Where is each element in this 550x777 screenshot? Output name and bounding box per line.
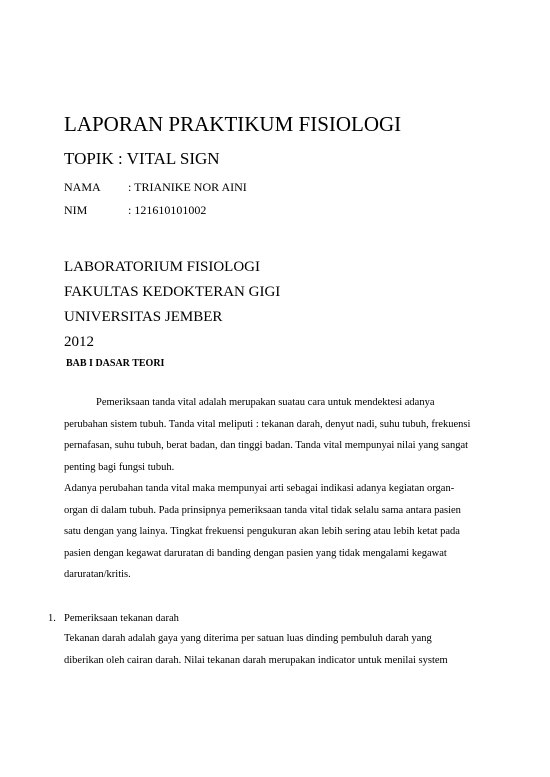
paragraph-line: daruratan/kritis. bbox=[64, 569, 131, 580]
report-topic: TOPIK : VITAL SIGN bbox=[64, 149, 220, 168]
nim-label: NIM bbox=[64, 203, 88, 217]
paragraph-line: Tekanan darah adalah gaya yang diterima per satuan luas dinding pembuluh darah yang bbox=[64, 633, 432, 644]
chapter-heading: BAB I DASAR TEORI bbox=[66, 358, 165, 369]
paragraph-line: Pemeriksaan tanda vital adalah merupakan suatau cara untuk mendektesi adanya bbox=[96, 397, 435, 408]
paragraph-line: organ di dalam tubuh. Pada prinsipnya pemeriksaan tanda vital tidak selalu sama antara pasien bbox=[64, 504, 461, 516]
name-value: : TRIANIKE NOR AINI bbox=[128, 180, 247, 194]
institution-year: 2012 bbox=[64, 334, 94, 350]
paragraph-line: penting bagi fungsi tubuh. bbox=[64, 461, 175, 473]
paragraph-line: pasien dengan kegawat daruratan di banding dengan pasien yang tidak mengalami kegawat bbox=[64, 547, 447, 559]
institution-university: UNIVERSITAS JEMBER bbox=[64, 309, 223, 325]
paragraph-line: pernafasan, suhu tubuh, berat badan, dan tinggi badan. Tanda vital mempunyai nilai yang sangat bbox=[64, 440, 469, 451]
paragraph-line: diberikan oleh cairan darah. Nilai tekanan darah merupakan indicator untuk menilai system bbox=[64, 654, 448, 666]
section-paragraph bbox=[64, 628, 489, 671]
nim-value: : 121610101002 bbox=[128, 203, 207, 217]
paragraph-1 bbox=[64, 392, 489, 478]
paragraph-line: satu dengan yang lainya. Tingkat frekuensi pengukuran akan lebih sering atau lebih ketat pada bbox=[64, 526, 460, 537]
institution-lab: LABORATORIUM FISIOLOGI bbox=[64, 259, 260, 275]
section-number: 1. bbox=[48, 613, 56, 624]
paragraph-2 bbox=[64, 478, 489, 586]
institution-faculty: FAKULTAS KEDOKTERAN GIGI bbox=[64, 284, 281, 300]
section-heading: Pemeriksaan tekanan darah bbox=[64, 613, 179, 624]
paragraph-line: Adanya perubahan tanda vital maka mempunyai arti sebagai indikasi adanya kegiatan organ- bbox=[64, 483, 455, 494]
name-label: NAMA bbox=[64, 180, 101, 194]
paragraph-line: perubahan sistem tubuh. Tanda vital meliputi : tekanan darah, denyut nadi, suhu tubuh, frekuensi bbox=[64, 418, 471, 430]
report-title: LAPORAN PRAKTIKUM FISIOLOGI bbox=[64, 112, 402, 136]
